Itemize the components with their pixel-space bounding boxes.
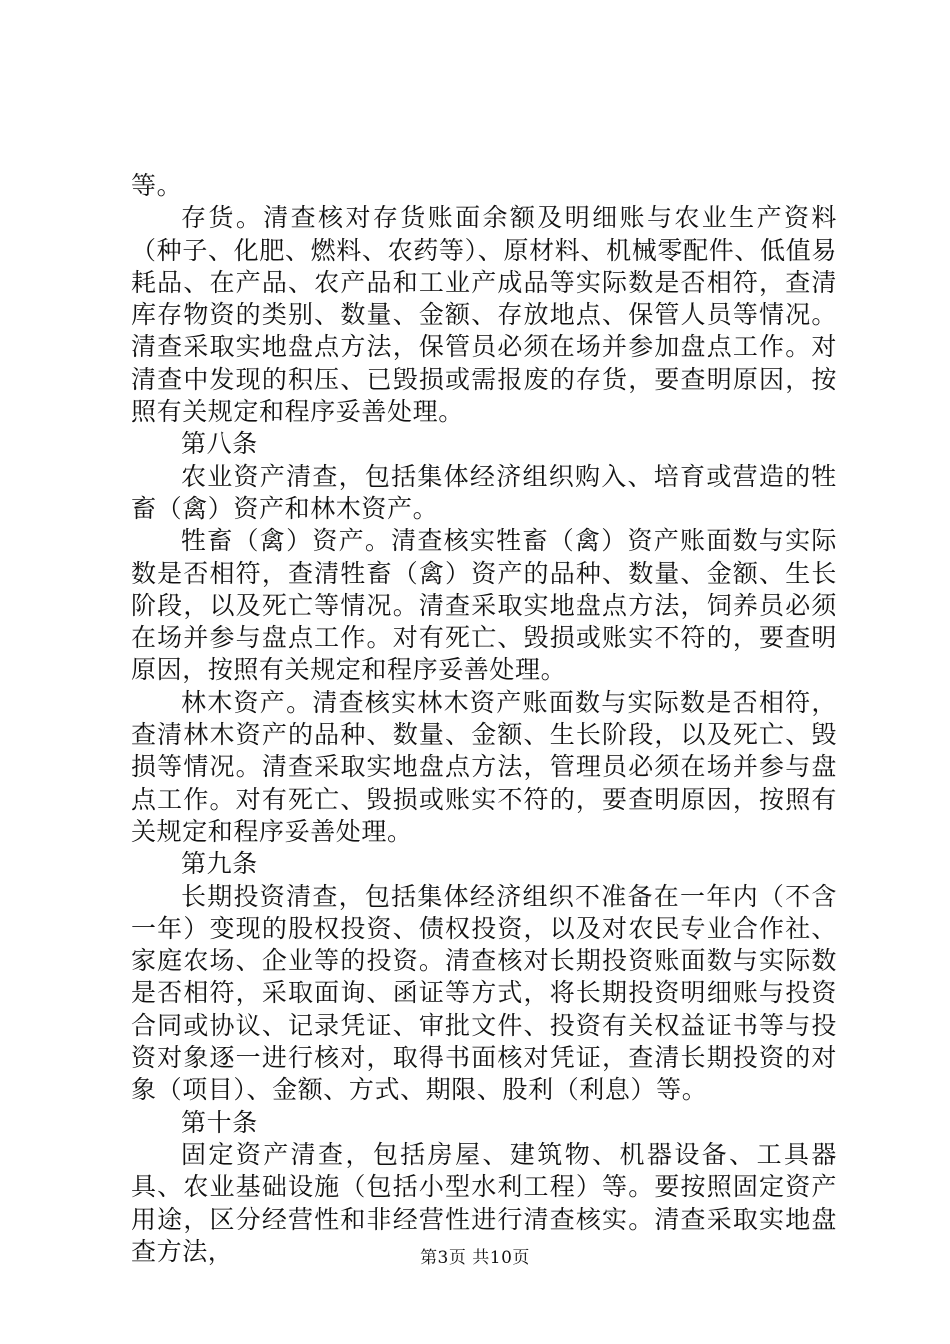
paragraph-livestock-assets: 牲畜（禽）资产。清查核实牲畜（禽）资产账面数与实际数是否相符，查清牲畜（禽）资产的品种、数量、金额、生长阶段，以及死亡等情况。清查采取实地盘点方法，饲养员必须在场并参与盘点工作。对有死亡、毁损或账实不符的，要查明原因，按照有关规定和程序妥善处理。 [131, 526, 837, 685]
paragraph-agricultural-assets: 农业资产清查，包括集体经济组织购入、培育或营造的牲畜（禽）资产和林木资产。 [131, 461, 837, 523]
page-number-footer: 第3页 共10页 [420, 1248, 530, 1268]
paragraph-continuation: 等。 [131, 171, 183, 200]
paragraph-fixed-assets: 固定资产清查，包括房屋、建筑物、机器设备、工具器具、农业基础设施（包括小型水利工程）等。要按照固定资产用途，区分经营性和非经营性进行清查核实。清查采取实地盘查方法， [131, 1139, 837, 1266]
document-body [131, 170, 837, 1268]
article-heading-10: 第十条 [181, 1107, 258, 1137]
article-heading-9: 第九条 [181, 849, 258, 879]
paragraph-inventory: 存货。清查核对存货账面余额及明细账与农业生产资料（种子、化肥、燃料、农药等）、原材料、机械零配件、低值易耗品、在产品、农产品和工业产成品等实际数是否相符，查清库存物资的类别、数量、金额、存放地点、保管人员等情况。清查采取实地盘点方法，保管员必须在场并参加盘点工作。对清查中发现的积压、已毁损或需报废的存货，要查明原因，按照有关规定和程序妥善处理。 [131, 203, 837, 427]
paragraph-long-term-investment: 长期投资清查，包括集体经济组织不准备在一年内（不含一年）变现的股权投资、债权投资，以及对农民专业合作社、家庭农场、企业等的投资。清查核对长期投资账面数与实际数是否相符，采取面询、函证等方式，将长期投资明细账与投资合同或协议、记录凭证、审批文件、投资有关权益证书等与投资对象逐一进行核对，取得书面核对凭证，查清长期投资的对象（项目）、金额、方式、期限、股利（利息）等。 [131, 881, 837, 1105]
article-heading-8: 第八条 [181, 429, 258, 459]
paragraph-forest-assets: 林木资产。清查核实林木资产账面数与实际数是否相符，查清林木资产的品种、数量、金额、生长阶段，以及死亡、毁损等情况。清查采取实地盘点方法，管理员必须在场并参与盘点工作。对有死亡、毁损或账实不符的，要查明原因，按照有关规定和程序妥善处理。 [131, 687, 837, 846]
